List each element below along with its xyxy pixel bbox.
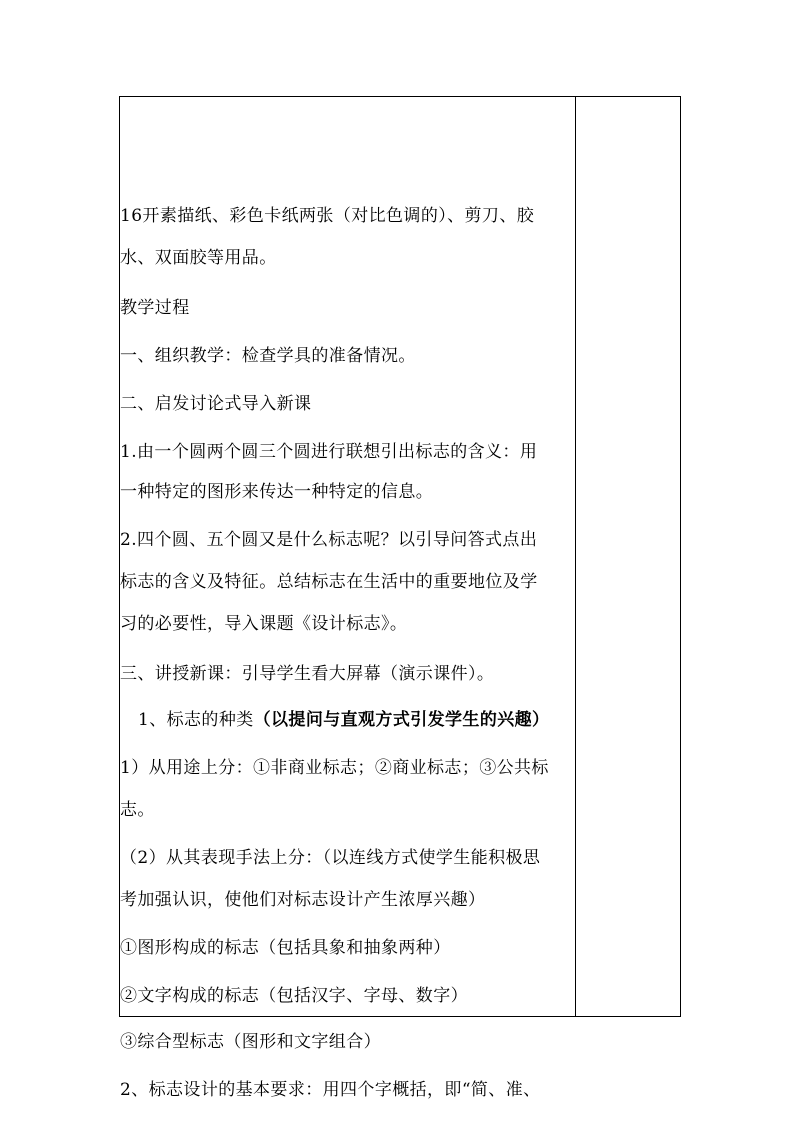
text-line: 标志的含义及特征。总结标志在生活中的重要地位及学 <box>120 572 538 592</box>
text-line: ②文字构成的标志（包括汉字、字母、数字） <box>120 986 468 1006</box>
text-line: 二、启发讨论式导入新课 <box>120 394 312 414</box>
text-line: 习的必要性，导入课题《设计标志》。 <box>120 614 408 634</box>
text-segment: 1、标志的种类 <box>138 710 254 730</box>
text-line: 1.由一个圆两个圆三个圆进行联想引出标志的含义：用 <box>120 442 538 462</box>
text-line: 2、标志设计的基本要求：用四个字概括，即“简、准、 <box>120 1080 541 1100</box>
text-line: ①图形构成的标志（包括具象和抽象两种） <box>120 938 451 958</box>
document-table <box>119 96 681 1100</box>
content-cell <box>120 97 575 1100</box>
text-line: 一、组织教学：检查学具的准备情况。 <box>120 346 416 366</box>
text-line: 三、讲授新课：引导学生看大屏幕（演示课件）。 <box>120 664 495 684</box>
section-heading: 教学过程 <box>120 298 190 318</box>
text-line: 2.四个圆、五个圆又是什么标志呢？以引导问答式点出 <box>120 530 538 550</box>
bold-text-segment: （以提问与直观方式引发学生的兴趣） <box>253 710 550 730</box>
notes-cell <box>576 97 680 1016</box>
text-line: （2）从其表现手法上分：（以连线方式使学生能积极思 <box>120 848 541 868</box>
text-line: 考加强认识，使他们对标志设计产生浓厚兴趣） <box>120 890 486 910</box>
text-line: 志。 <box>120 800 155 820</box>
text-line: 16开素描纸、彩色卡纸两张（对比色调的）、剪刀、胶 <box>120 206 535 226</box>
text-line: 1）从用途上分：①非商业标志；②商业标志；③公共标 <box>120 758 549 778</box>
text-line: 水、双面胶等用品。 <box>120 248 277 268</box>
text-line: ③综合型标志（图形和文字组合） <box>120 1032 381 1052</box>
text-line <box>120 705 590 735</box>
text-line: 一种特定的图形来传达一种特定的信息。 <box>120 482 434 502</box>
